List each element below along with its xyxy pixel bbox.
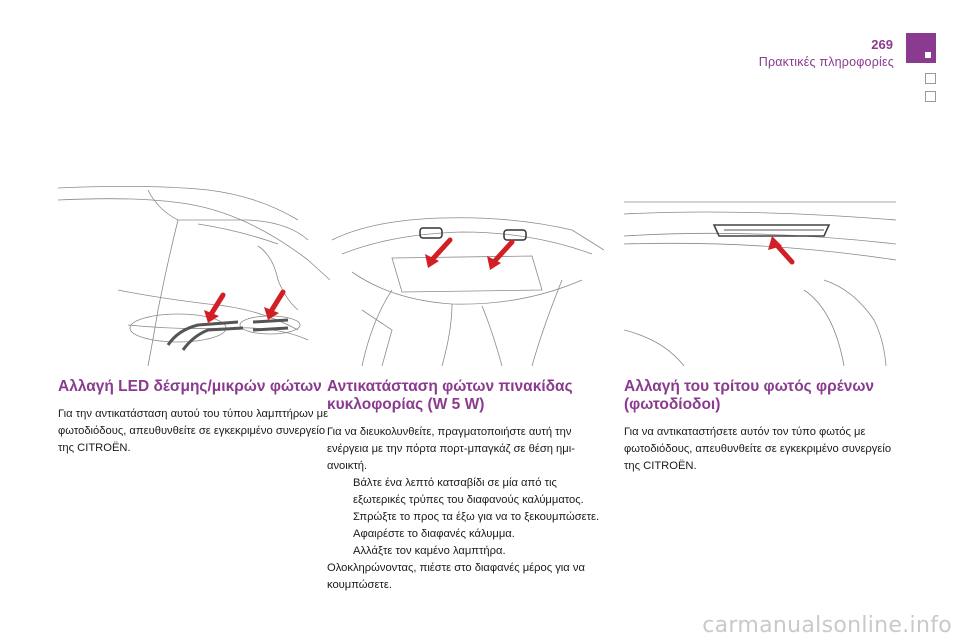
list-item: Βάλτε ένα λεπτό κατσαβίδι σε μία από τις εξωτερικές τρύπες του διαφανούς καλύμματος.	[353, 477, 584, 506]
led-lights-section	[58, 378, 333, 457]
third-brake-light-section	[624, 378, 899, 475]
list-item: Σπρώξτε το προς τα έξω για να το ξεκουμπώσετε.	[353, 511, 600, 523]
section-heading: Αλλαγή του τρίτου φωτός φρένων (φωτοδίοδοι)	[624, 378, 875, 413]
section-heading: Αντικατάσταση φώτων πινακίδας κυκλοφορίας (W 5 W)	[327, 378, 573, 413]
number-plate-section	[327, 378, 602, 594]
chapter-tab[interactable]	[925, 73, 936, 84]
pointer-arrow-icon	[204, 295, 223, 323]
section-heading: Αλλαγή LED δέσμης/μικρών φώτων	[58, 378, 322, 395]
steps-list	[327, 475, 602, 560]
watermark: carmanualsonline.info	[702, 613, 952, 638]
section-paragraph: Για να αντικαταστήσετε αυτόν τον τύπο φωτός με φωτοδιόδους, απευθυνθείτε σε εγκεκριμένο συνεργείο της CITROËN.	[624, 426, 892, 472]
pointer-arrow-icon	[768, 236, 792, 262]
pointer-arrow-icon	[425, 240, 450, 268]
chapter-tab[interactable]	[925, 91, 936, 102]
list-item: Αφαιρέστε το διαφανές κάλυμμα.	[353, 528, 515, 540]
section-title: Πρακτικές πληροφορίες	[758, 55, 894, 69]
third-brake-light-illustration	[624, 180, 896, 366]
led-lights-illustration	[58, 180, 330, 366]
section-paragraph: Για την αντικατάσταση αυτού του τύπου λαμπτήρων με φωτοδιόδους, απευθυνθείτε σε εγκεκριμένο συνεργείο της CITROËN.	[58, 408, 329, 454]
pointer-arrow-icon	[264, 292, 283, 320]
chapter-tab-active[interactable]	[906, 33, 936, 63]
section-paragraph: Ολοκληρώνοντας, πιέστε στο διαφανές μέρος για να κουμπώσετε.	[327, 562, 585, 591]
list-item: Αλλάξτε τον καμένο λαμπτήρα.	[353, 545, 506, 557]
section-paragraph: Για να διευκολυνθείτε, πραγματοποιήστε αυτή την ενέργεια με την πόρτα πορτ-μπαγκάζ σε θέση ημι-ανοικτή.	[327, 426, 575, 472]
tab-marker-icon	[925, 52, 931, 58]
number-plate-lights-illustration	[332, 180, 604, 366]
page-number: 269	[871, 37, 893, 52]
